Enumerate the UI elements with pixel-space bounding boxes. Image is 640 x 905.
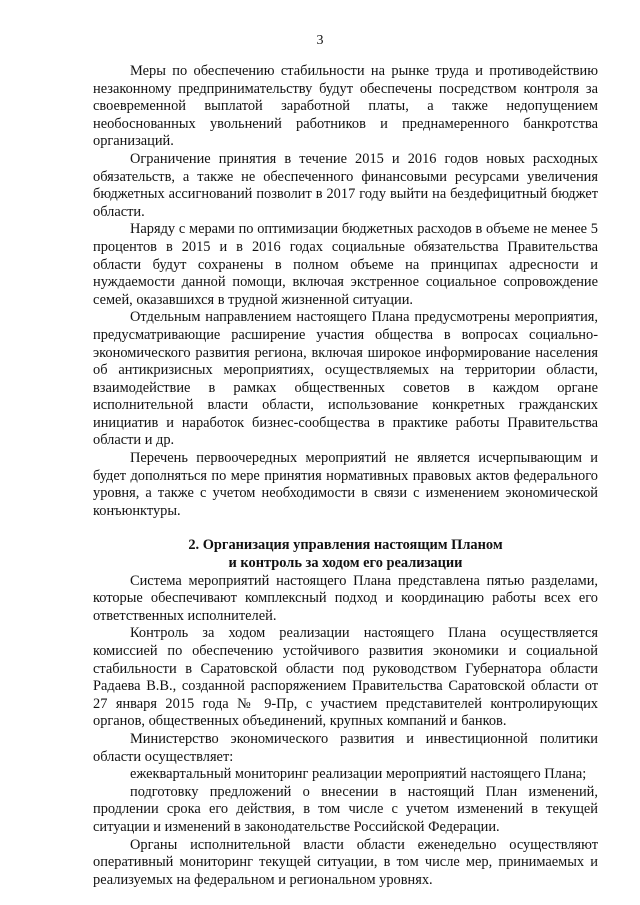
section-heading-line-2: и контроль за ходом его реализации: [228, 555, 463, 572]
paragraph-weekly-monitoring: Органы исполнительной власти области еженедельно осуществляют оперативный мониторинг текущей ситуации, в том числе мер, принимаемых и реализуемых на федеральном и региональном уровнях.: [93, 836, 598, 888]
paragraph-plan-system: Система мероприятий настоящего Плана представлена пятью разделами, которые обеспечивают комплексный подход и координацию работы всех его ответственных исполнителей.: [93, 572, 598, 624]
paragraph-labor-market: Меры по обеспечению стабильности на рынке труда и противодействию незаконному предпринимательству будут обеспечены посредством контроля за своевременной выплатой заработной платы, а также недопущением необоснованных увольнений работников и преднамеренного банкротства организаций.: [93, 63, 598, 150]
paragraph-measures-list: Перечень первоочередных мероприятий не является исчерпывающим и будет дополняться по мере принятия нормативных правовых актов федерального уровня, а также с учетом необходимости в связи с изменением экономической конъюнктуры.: [93, 450, 598, 519]
paragraph-plan-amendments: подготовку предложений о внесении в настоящий План изменений, продлении срока его действия, в том числе с учетом изменений в текущей ситуации и изменений в законодательстве Российской Федерации.: [93, 783, 598, 835]
paragraph-expense-limits: Ограничение принятия в течение 2015 и 2016 годов новых расходных обязательств, а также не обеспеченного финансовыми ресурсами увеличения бюджетных ассигнований позволит в 2017 году выйти на бездефицитный бюджет области.: [93, 150, 598, 220]
paragraph-social-obligations: Наряду с мерами по оптимизации бюджетных расходов в объеме не менее 5 процентов в 2015 и в 2016 годах социальные обязательства Правительства области будут сохранены в полном объеме на принципах адресности и нуждаемости данной помощи, включая экстренное социальное сопровождение семей, оказавшихся в трудной жизненной ситуации.: [93, 221, 598, 308]
section-heading: [93, 537, 598, 572]
document-body: [93, 63, 598, 889]
paragraph-control-commission: Контроль за ходом реализации настоящего Плана осуществляется комиссией по обеспечению устойчивого развития экономики и социальной стабильности в Саратовской области под руководством Губернатора области Радаева В.В., созданной распоряжением Правительства Саратовской области от 27 января 2015 года № 9-Пр, с участием представителей контролирующих органов, общественных объединений, крупных компаний и банков.: [93, 625, 598, 730]
paragraph-quarterly-monitoring: ежеквартальный мониторинг реализации мероприятий настоящего Плана;: [130, 766, 587, 783]
paragraph-public-participation: Отдельным направлением настоящего Плана предусмотрены мероприятия, предусматривающие расширение участия общества в вопросах социально-экономического развития региона, включая широкое информирование населения об антикризисных мероприятиях, осуществляемых на территории области, взаимодействие в рамках общественных советов в каждом органе исполнительной власти области, использование конкретных гражданских инициатив и наработок бизнес-сообщества в практике работы Правительства области и др.: [93, 309, 598, 449]
section-heading-line-1: 2. Организация управления настоящим Планом: [188, 537, 503, 554]
paragraph-ministry-duties: Министерство экономического развития и инвестиционной политики области осуществляет:: [93, 730, 598, 765]
page-number: 3: [316, 33, 324, 48]
